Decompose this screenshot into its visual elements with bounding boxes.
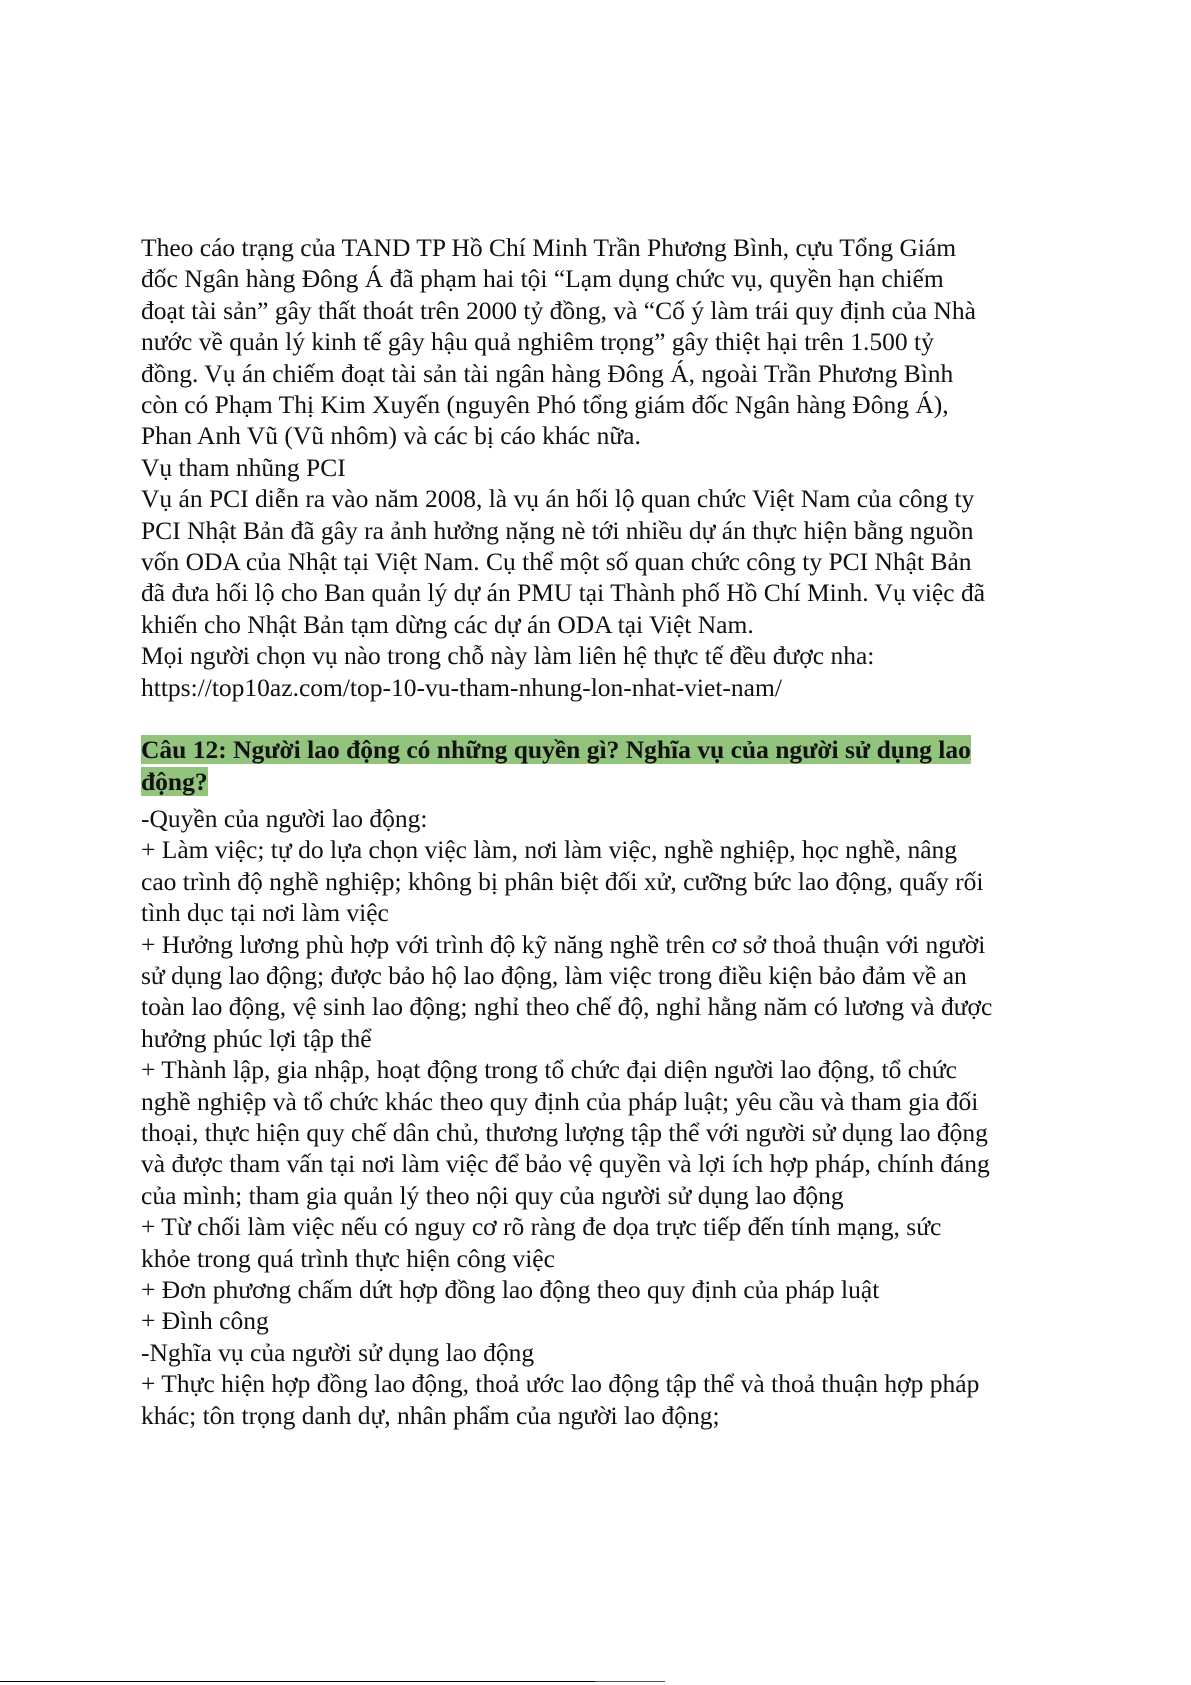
- text-line: đoạt tài sản” gây thất thoát trên 2000 tỷ đồng, và “Cố ý làm trái quy định của Nhà: [141, 295, 976, 325]
- text-line: nước về quản lý kinh tế gây hậu quả nghiêm trọng” gây thiệt hại trên 1.500 tỷ: [141, 327, 934, 357]
- text-line: + Hưởng lương phù hợp với trình độ kỹ năng nghề trên cơ sở thoả thuận với người: [141, 929, 986, 959]
- text-line: + Đình công: [141, 1306, 269, 1336]
- text-line: sử dụng lao động; được bảo hộ lao động, làm việc trong điều kiện bảo đảm về an: [141, 960, 967, 990]
- paragraph-dong-a-case: [141, 232, 1061, 452]
- text-line: cao trình độ nghề nghiệp; không bị phân biệt đối xử, cưỡng bức lao động, quấy rối: [141, 866, 984, 896]
- note-line: Mọi người chọn vụ nào trong chỗ này làm liên hệ thực tế đều được nha:: [141, 641, 875, 671]
- text-line: Theo cáo trạng của TAND TP Hồ Chí Minh Trần Phương Bình, cựu Tổng Giám: [141, 233, 957, 262]
- text-line: vốn ODA của Nhật tại Việt Nam. Cụ thể một số quan chức công ty PCI Nhật Bản: [141, 547, 972, 577]
- text-line: hưởng phúc lợi tập thể: [141, 1023, 372, 1053]
- text-line: khiến cho Nhật Bản tạm dừng các dự án ODA tại Việt Nam.: [141, 609, 754, 639]
- text-line: PCI Nhật Bản đã gây ra ảnh hưởng nặng nè tới nhiều dự án thực hiện bằng nguồn: [141, 515, 974, 545]
- text-line: + Thực hiện hợp đồng lao động, thoả ước lao động tập thể và thoả thuận hợp pháp: [141, 1369, 980, 1399]
- text-line: + Đơn phương chấm dứt hợp đồng lao động theo quy định của pháp luật: [141, 1275, 880, 1304]
- text-line: của mình; tham gia quản lý theo nội quy của người sử dụng lao động: [141, 1180, 844, 1210]
- text-line: nghề nghiệp và tổ chức khác theo quy định của pháp luật; yêu cầu và tham gia đối: [141, 1086, 979, 1116]
- paragraph-pci-case: [141, 483, 1061, 640]
- text-line: khỏe trong quá trình thực hiện công việc: [141, 1243, 555, 1273]
- page-bottom-rule: [0, 1681, 595, 1682]
- page-bottom-rule-segment: [595, 1681, 665, 1682]
- document-content: [141, 232, 1061, 1431]
- text-line: + Làm việc; tự do lựa chọn việc làm, nơi làm việc, nghề nghiệp, học nghề, nâng: [141, 835, 958, 865]
- text-line: + Thành lập, gia nhập, hoạt động trong tổ chức đại diện người lao động, tổ chức: [141, 1055, 957, 1085]
- text-line: -Quyền của người lao động:: [141, 803, 428, 833]
- answer-body: [141, 803, 1061, 1431]
- text-line: + Từ chối làm việc nếu có nguy cơ rõ ràng đe dọa trực tiếp đến tính mạng, sức: [141, 1212, 942, 1242]
- question-12-heading: [141, 734, 1061, 797]
- text-line: toàn lao động, vệ sinh lao động; nghỉ theo chế độ, nghỉ hằng năm có lương và được: [141, 992, 993, 1022]
- text-line: đồng. Vụ án chiếm đoạt tài sản tài ngân hàng Đông Á, ngoài Trần Phương Bình: [141, 358, 954, 388]
- text-line: Phan Anh Vũ (Vũ nhôm) và các bị cáo khác nữa.: [141, 421, 641, 451]
- text-line: thoại, thực hiện quy chế dân chủ, thương lượng tập thể với người sử dụng lao động: [141, 1117, 988, 1147]
- text-line: -Nghĩa vụ của người sử dụng lao động: [141, 1337, 535, 1367]
- pci-case-title: Vụ tham nhũng PCI: [141, 452, 346, 482]
- text-line: đốc Ngân hàng Đông Á đã phạm hai tội “Lạm dụng chức vụ, quyền hạn chiếm: [141, 264, 944, 294]
- text-line: còn có Phạm Thị Kim Xuyến (nguyên Phó tổng giám đốc Ngân hàng Đông Á),: [141, 390, 949, 420]
- text-line: tình dục tại nơi làm việc: [141, 898, 389, 928]
- question-heading-line-2: động?: [141, 766, 208, 796]
- text-line: khác; tôn trọng danh dự, nhân phẩm của người lao động;: [141, 1400, 720, 1430]
- text-line: đã đưa hối lộ cho Ban quản lý dự án PMU tại Thành phố Hồ Chí Minh. Vụ việc đã: [141, 578, 986, 608]
- text-line: Vụ án PCI diễn ra vào năm 2008, là vụ án hối lộ quan chức Việt Nam của công ty: [141, 484, 975, 514]
- question-heading-line-1: Câu 12: Người lao động có những quyền gì? Nghĩa vụ của người sử dụng lao: [141, 735, 971, 765]
- reference-link[interactable]: https://top10az.com/top-10-vu-tham-nhung-lon-nhat-viet-nam/: [141, 672, 782, 702]
- text-line: và được tham vấn tại nơi làm việc để bảo vệ quyền và lợi ích hợp pháp, chính đáng: [141, 1149, 990, 1179]
